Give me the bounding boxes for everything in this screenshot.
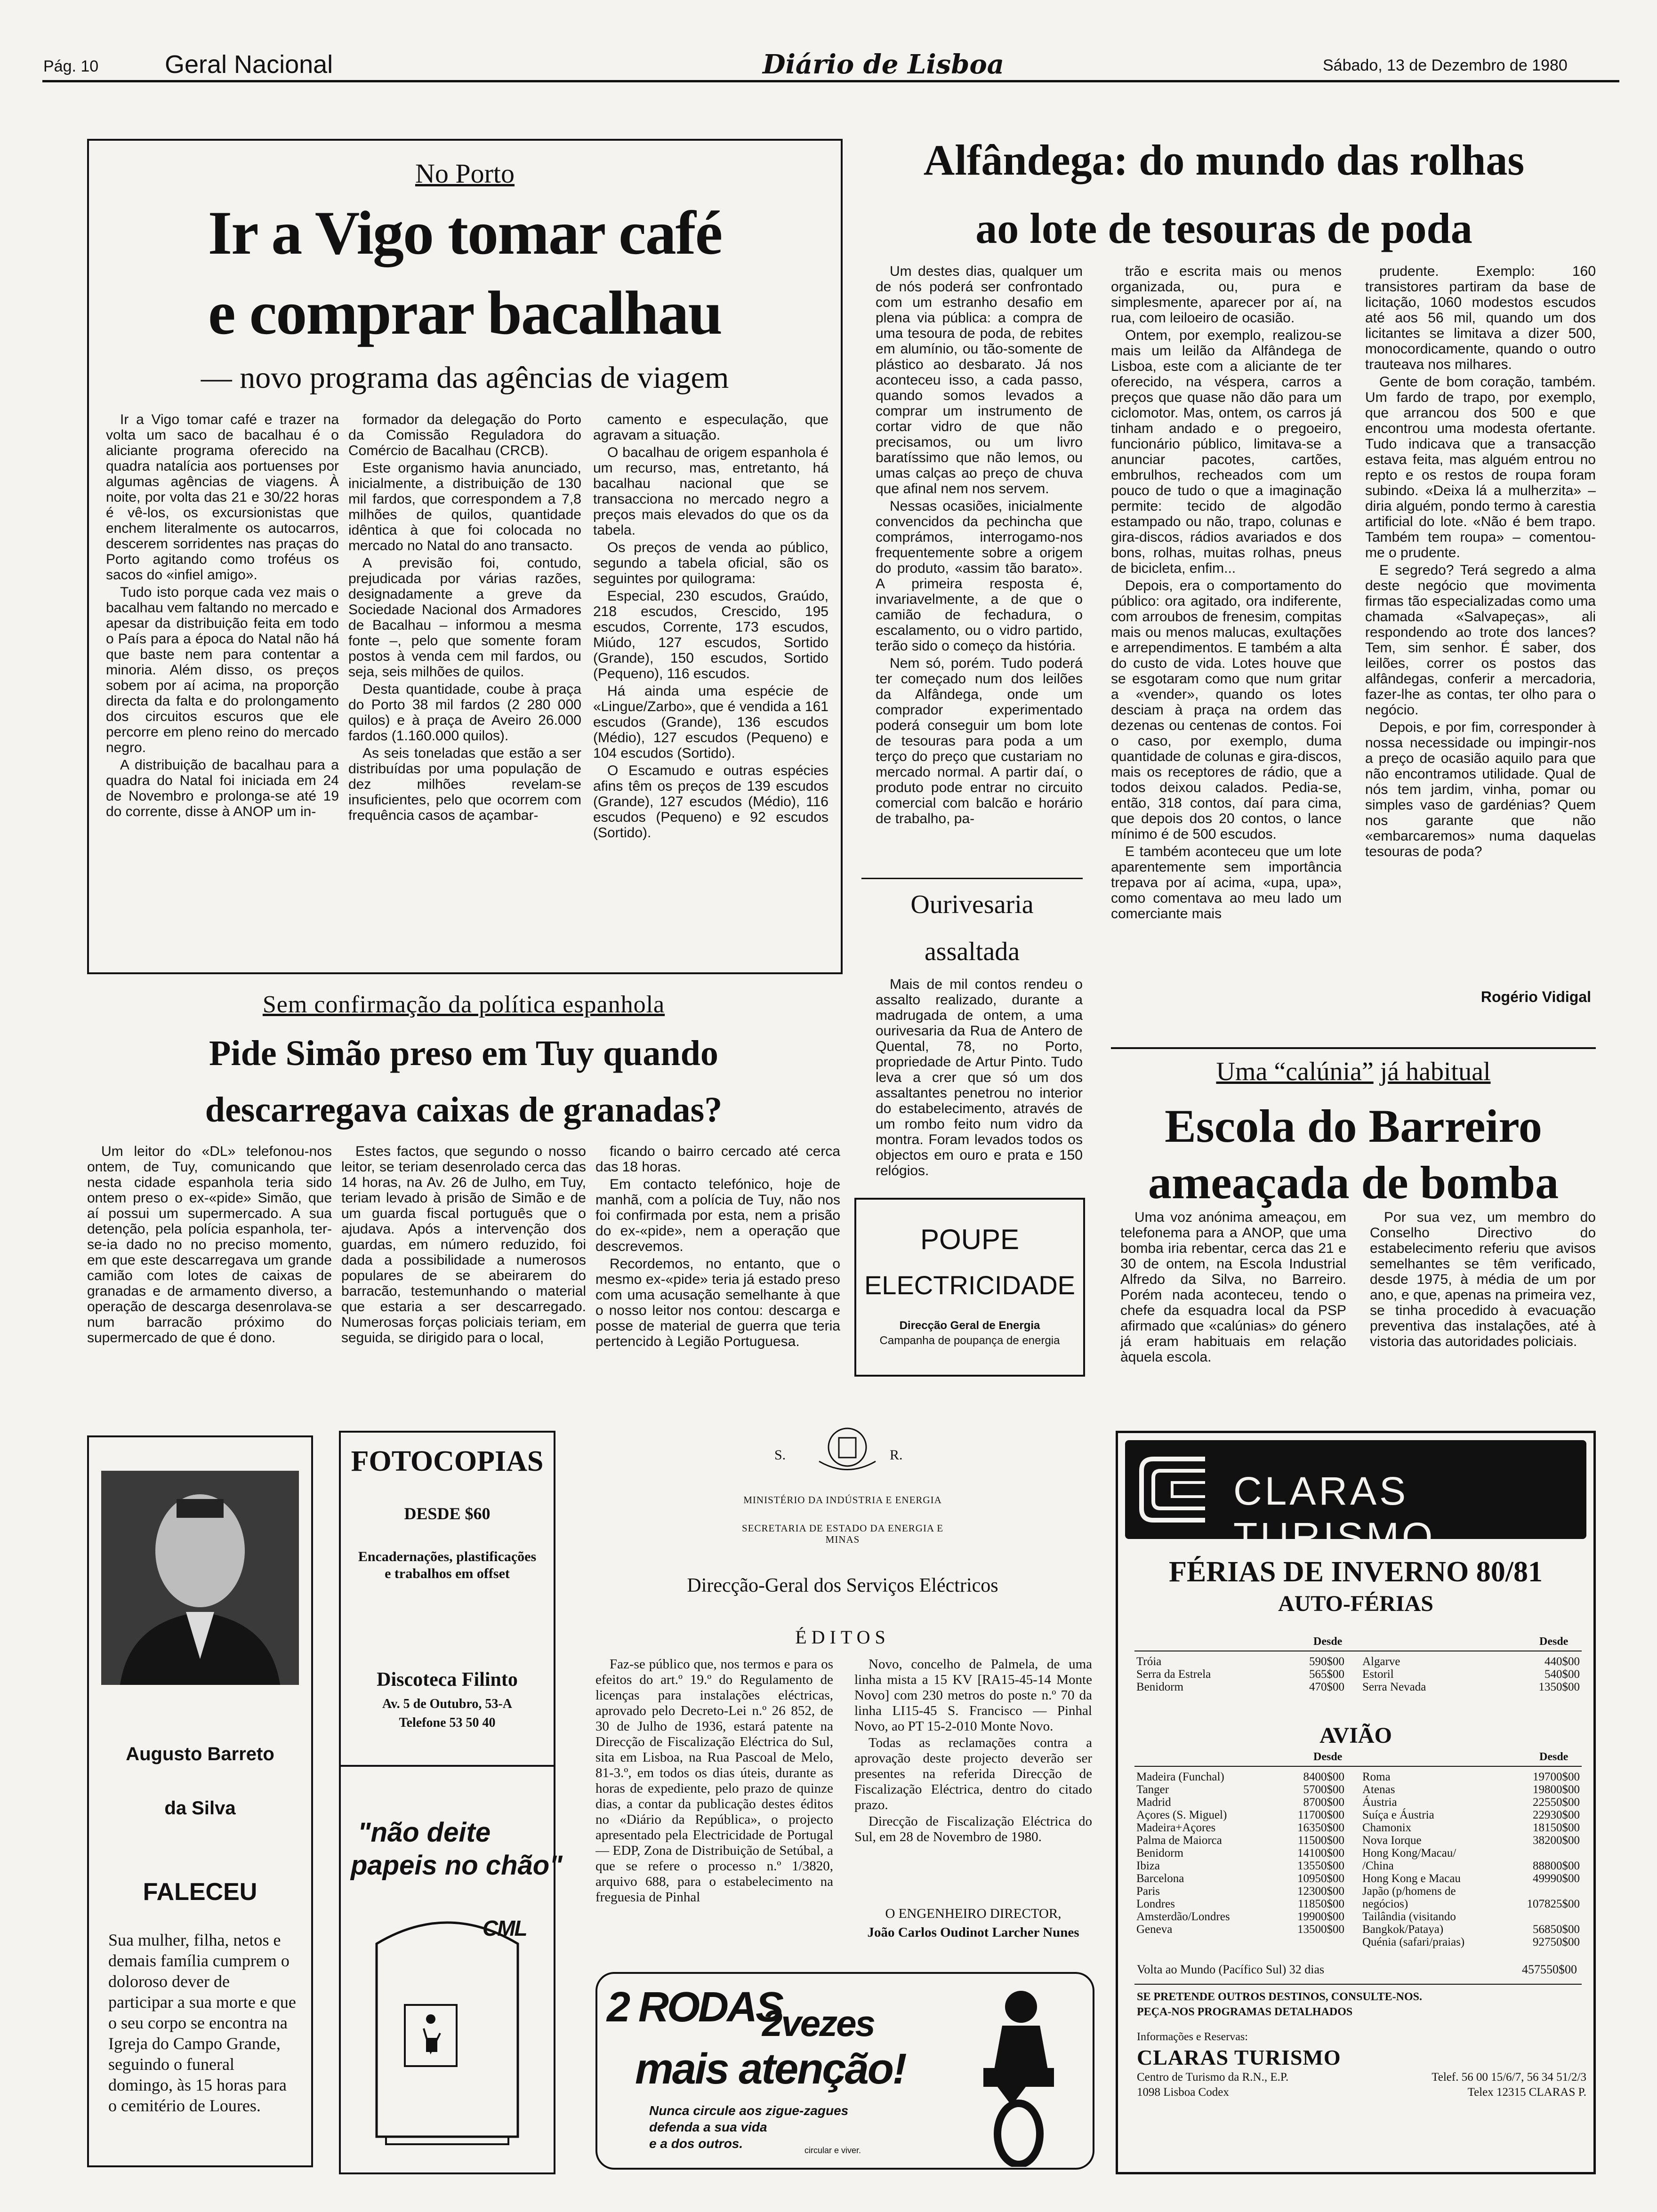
- paragraph: Este organismo havia anunciado, inicialmente, a distribuição de 130 mil fardos, que correspondem a 7,8 milhões de quilos, quantidade idêntica à que foi colocada no mercado no Natal do ano transacto.: [348, 460, 581, 553]
- destination: /China: [1362, 1859, 1394, 1872]
- destination: Tróia: [1136, 1655, 1162, 1668]
- table-row: [1134, 1771, 1346, 1783]
- barreiro-kicker: [1111, 1057, 1596, 1087]
- destination: Geneva: [1136, 1923, 1173, 1936]
- pide-column-3: [595, 1144, 840, 1407]
- rodas-logo: circular e viver.: [804, 2146, 861, 2155]
- section-name: Geral Nacional: [165, 50, 333, 79]
- paragraph: E também aconteceu que um lote aparentemente sem importância trepava por aí acima, «upa, upa», como comentava ao meu lado um comerciante mais: [1111, 844, 1342, 922]
- paragraph: prudente. Exemplo: 160 transistores partiram da base de licitação, 1060 modestos escudos até aos 56 mil, quando um dos licitantes se limitava a dizer 500, monocordicamente, quando o outro trauteava nos milhares.: [1365, 264, 1596, 372]
- paragraph: Faz-se público que, nos termos e para os efeitos do art.º 19.º do Regulamento de licenças para instalações eléctricas, aprovado pelo Decreto-Lei n.º 26 852, de 30 de Julho de 1936, estará patente na Direcção de Fiscalização Eléctrica do Sul, sita em Lisboa, na Rua Pascoal de Melo, 81-3.º, em todos os dias úteis, durante as horas de expediente, pelo prazo de quinze dias, a contar da publicação destes éditos no «Diário da República», o projecto apresentado pela Electricidade de Portugal — EDP, Zona de Distribuição de Setúbal, a que se refere o processo n.º 1/3820, arquivo 688, para o estabelecimento na freguesia de Pinhal: [595, 1657, 833, 1905]
- table-row: [1134, 1923, 1346, 1936]
- cml-logo: CML: [483, 1916, 527, 1940]
- paragraph: Há ainda uma espécie de «Lingue/Zarbo», que é vendida a 161 escudos (Grande), 136 escudos (Médio), 127 escudos (Pequeno) e 104 escudos (Sortido).: [593, 683, 828, 761]
- price: 440$00: [1544, 1655, 1580, 1668]
- alfandega-headline-line1: Alfândega: do mundo das rolhas: [923, 136, 1525, 184]
- edital-secretaria: SECRETARIA DE ESTADO DA ENERGIA E MINAS: [741, 1523, 944, 1545]
- fotocopias-title: FOTOCOPIAS: [351, 1445, 544, 1477]
- ourivesaria-headline-line2: assaltada: [924, 937, 1020, 966]
- destination: Japão (p/homens de: [1362, 1885, 1456, 1898]
- world-tour-label: Volta ao Mundo (Pacífico Sul) 32 dias: [1137, 1963, 1325, 1976]
- destination: Tailândia (visitando: [1362, 1910, 1456, 1923]
- price: [1504, 1910, 1582, 1923]
- vigo-column-3: [593, 412, 828, 970]
- destination: Tanger: [1136, 1783, 1169, 1796]
- paragraph: Depois, e por fim, corresponder à nossa necessidade ou impingir-nos a preço de ocasião aquilo para que não encontramos utilidade. Qual de nós tem jardim, vinha, pomar ou simples vaso de gardénias? Quem nos garante que não «embarcaremos» numa daquelas tesouras de poda?: [1365, 720, 1596, 859]
- paragraph: Um destes dias, qualquer um de nós poderá ser confrontado com um estranho desafio em plena via pública: a compra de uma tesoura de poda, de rebites em alumínio, ou tão-somente de plástico ao desbarato. Já nos aconteceu isso, a cada passo, quando somos levados a comprar um instrumento de cortar vidro de que não precisamos, ou um livro baratíssimo que não lemos, ou umas calças ao preço de chuva que afinal nem nos servem.: [876, 264, 1083, 497]
- paragraph: E segredo? Terá segredo a alma deste negócio que movimenta firmas tão especializadas como uma chamada «Salvapeças», ali respondendo ao trote dos lances? Tem, sim senhor. É saber, dos leilões, correr os postos das alfândegas, conferir a mercadoria, fazer-lhe as contas, ter olho para o negócio.: [1365, 562, 1596, 718]
- air-right-list: [1360, 1771, 1582, 1948]
- price: 49990$00: [1533, 1872, 1580, 1885]
- table-row: [1134, 1872, 1346, 1885]
- price: 10950$00: [1297, 1872, 1344, 1885]
- alfandega-column-2: [1111, 264, 1342, 1012]
- poupe-line1: POUPE: [920, 1224, 1020, 1255]
- claras-info-label: Informações e Reservas:: [1137, 2031, 1248, 2043]
- price: 92750$00: [1533, 1936, 1580, 1948]
- discoteca-address: Av. 5 de Outubro, 53-A: [382, 1697, 512, 1711]
- auto-left-list: [1134, 1655, 1346, 1693]
- ourivesaria-body: [876, 977, 1083, 1202]
- table-row: [1360, 1885, 1582, 1898]
- rodas-line2: mais atenção!: [635, 2045, 906, 2093]
- auto-right-table: [1360, 1655, 1582, 1693]
- paragraph: O Escamudo e outras espécies afins têm os preços de 139 escudos (Grande), 127 escudos (Médio), 116 escudos (Pequeno) e 92 escudos (Sortido).: [593, 763, 828, 841]
- price: 22550$00: [1533, 1796, 1580, 1809]
- price: 19800$00: [1533, 1783, 1580, 1796]
- price: 38200$00: [1533, 1834, 1580, 1847]
- auto-right-list: [1360, 1655, 1582, 1693]
- edital-column-1: [595, 1657, 833, 1948]
- obituary-name-line2: da Silva: [164, 1798, 236, 1819]
- coat-of-arms: [810, 1421, 885, 1473]
- price: 22930$00: [1533, 1809, 1580, 1821]
- aviao-desde-left: Desde: [1313, 1751, 1343, 1763]
- table-row: [1134, 1783, 1346, 1796]
- paragraph: Recordemos, no entanto, que o mesmo ex-«pide» teria já estado preso com uma acusação semelhante à que o nosso leitor nos contou: descarga e posse de material de guerra que teria pertencido à Legião Portuguesa.: [595, 1256, 840, 1349]
- poupe-line2: ELECTRICIDADE: [864, 1270, 1076, 1300]
- price: 19700$00: [1533, 1771, 1580, 1783]
- claras-logo-text: CLARAS TURISMO: [1233, 1469, 1436, 1559]
- destination: Benidorm: [1136, 1847, 1183, 1859]
- obituary-text: Sua mulher, filha, netos e demais família cumprem o doloroso dever de participar a sua morte e que o seu corpo se encontra na Igreja do Campo Grande, seguindo o funeral domingo, às 15 horas para o cemitério de Loures.: [108, 1931, 296, 2115]
- poupe-line3: Direcção Geral de Energia: [899, 1319, 1040, 1332]
- claras-telex: Telex 12315 CLARAS P.: [1467, 2086, 1586, 2099]
- vigo-column-2: [348, 412, 581, 970]
- world-tour-price: 457550$00: [1522, 1963, 1577, 1976]
- price: 13550$00: [1297, 1859, 1344, 1872]
- aviao-desde-right: Desde: [1539, 1751, 1569, 1763]
- pide-kicker: Sem confirmação da política espanhola: [262, 991, 665, 1018]
- price: 8700$00: [1303, 1796, 1344, 1809]
- destination: Açores (S. Miguel): [1136, 1809, 1227, 1821]
- destination: Hong Kong/Macau/: [1362, 1847, 1456, 1859]
- fotocopias-price: DESDE $60: [404, 1504, 491, 1523]
- air-left-list: [1134, 1771, 1346, 1936]
- table-row: [1360, 1834, 1582, 1847]
- price: 1350$00: [1538, 1681, 1580, 1693]
- table-row: [1134, 1809, 1346, 1821]
- destination: Chamonix: [1362, 1821, 1412, 1834]
- price: 11850$00: [1297, 1898, 1344, 1910]
- newspaper-logo: Diário de Lisboa: [763, 49, 1004, 80]
- destination: Ibiza: [1136, 1859, 1160, 1872]
- claras-subtitle: AUTO-FÉRIAS: [1278, 1591, 1433, 1616]
- table-row: [1134, 1910, 1346, 1923]
- destination: Bangkok/Pataya): [1362, 1923, 1444, 1936]
- destination: Suíça e Áustria: [1362, 1809, 1434, 1821]
- price: 11700$00: [1297, 1809, 1344, 1821]
- table-row: [1134, 1834, 1346, 1847]
- discoteca-phone: Telefone 53 50 40: [399, 1715, 496, 1730]
- destination: Londres: [1136, 1898, 1175, 1910]
- paragraph: Depois, era o comportamento do público: ora agitado, ora indiferente, com arroubos de frenesim, compitas mais ou menos malucas, exultações e arrependimentos. E também a alta do custo de vida. Lotes houve que se esgotaram como que num gritar a «vender», quando os lotes desciam à praça na ordem das dezenas ou centenas de contos. Foi o caso, por exemplo, duma quantidade de colunas e gira-discos, mais os receptores de rádio, que a todos deixou calados. Pedia-se, então, 318 contos, daí para cima, que depois dos 20 contos, o lance mínimo é de 500 escudos.: [1111, 578, 1342, 842]
- claras-company: CLARAS TURISMO: [1137, 2045, 1341, 2069]
- barreiro-headline-line2: ameaçada de bomba: [1148, 1156, 1559, 1209]
- table-row: [1134, 1668, 1346, 1681]
- paragraph: Em contacto telefónico, hoje de manhã, com a polícia de Tuy, não nos foi confirmada por esta, nem a prisão do ex-«pide», nem a operação que descrevemos.: [595, 1177, 840, 1254]
- price: 12300$00: [1297, 1885, 1344, 1898]
- price: 19900$00: [1297, 1910, 1344, 1923]
- page-date: Sábado, 13 de Dezembro de 1980: [1323, 56, 1568, 74]
- edital-signer-name: João Carlos Oudinot Larcher Nunes: [867, 1925, 1079, 1940]
- destination: Estoril: [1362, 1668, 1394, 1681]
- aviao-rule: [1134, 1766, 1582, 1767]
- edital-signer-title: O ENGENHEIRO DIRECTOR,: [885, 1906, 1062, 1921]
- destination: Madrid: [1136, 1796, 1171, 1809]
- ourivesaria-top-rule: [861, 878, 1083, 879]
- price: 590$00: [1309, 1655, 1344, 1668]
- fotocopias-divider: [339, 1765, 555, 1767]
- paragraph: Todas as reclamações contra a aprovação deste projecto deverão ser presentes na referida Direcção de Fiscalização Eléctrica, dentro do citado prazo.: [854, 1735, 1092, 1812]
- destination: Quénia (safari/praias): [1362, 1936, 1465, 1948]
- price: 11500$00: [1297, 1834, 1344, 1847]
- edital-directorate: Direcção-Geral dos Serviços Eléctricos: [687, 1575, 998, 1596]
- claras-address-1: Centro de Turismo da R.N., E.P.: [1137, 2071, 1289, 2084]
- destination: Roma: [1362, 1771, 1391, 1783]
- price: 14100$00: [1297, 1847, 1344, 1859]
- claras-address-2: 1098 Lisboa Codex: [1137, 2086, 1229, 2099]
- table-row: [1134, 1655, 1346, 1668]
- pide-column-1: [87, 1144, 332, 1407]
- barreiro-column-2: [1370, 1210, 1596, 1407]
- paragraph: As seis toneladas que estão a ser distribuídas por uma população de dez milhões revelam-se insuficientes, pelo que ocorrem com frequência casos de açambar-: [348, 745, 581, 823]
- discoteca-name: Discoteca Filinto: [377, 1669, 518, 1691]
- barreiro-top-rule: [1111, 1047, 1596, 1049]
- paragraph: Especial, 230 escudos, Graúdo, 218 escudos, Crescido, 195 escudos, Corrente, 173 escudos, Miúdo, 127 escudos, Sortido (Grande), 150 escudos, Sortido (Pequeno), 116 escudos.: [593, 588, 828, 681]
- price: 5700$00: [1303, 1783, 1344, 1796]
- air-left-table: [1134, 1771, 1346, 1936]
- aviao-heading: AVIÃO: [1319, 1723, 1392, 1748]
- table-row: [1360, 1872, 1582, 1885]
- paragraph: Os preços de venda ao público, segundo a tabela oficial, são os seguintes por quilograma:: [593, 540, 828, 586]
- slogan-line2: papeis no chão": [351, 1850, 563, 1881]
- table-row: [1360, 1821, 1582, 1834]
- paragraph: trão e escrita mais ou menos organizada, ou, pura e simplesmente, aparecer por aí, na rua, com leiloeiro de ocasião.: [1111, 264, 1342, 326]
- table-row: [1360, 1847, 1582, 1859]
- table-row: [1360, 1771, 1582, 1783]
- paragraph: Nessas ocasiões, inicialmente convencidos da pechincha que comprámos, interrogamo-nos frequentemente sobre a origem do produto, «assim tão barato». A primeira resposta é, invariavelmente, a de que o camião de fechadura, o escalamento, ou o vidro partido, terão sido o começo da história.: [876, 498, 1083, 654]
- portrait-photo-icon: [101, 1471, 299, 1685]
- claras-programs: PEÇA-NOS PROGRAMAS DETALHADOS: [1137, 2006, 1353, 2018]
- page-number: Pág. 10: [43, 57, 99, 75]
- rodas-line4: defenda a sua vida: [649, 2120, 767, 2134]
- alfandega-headline-line2: ao lote de tesouras de poda: [975, 204, 1472, 252]
- slogan-line1: "não deite: [358, 1817, 491, 1848]
- pide-column-2: [341, 1144, 586, 1407]
- table-row: [1134, 1681, 1346, 1693]
- paragraph: Desta quantidade, coube à praça do Porto 38 mil fardos (2 280 000 quilos) e à praça de Aveiro 26.000 fardos (1.160.000 quilos).: [348, 681, 581, 744]
- price: 470$00: [1309, 1681, 1344, 1693]
- rodas-line1b: 2vezes: [762, 2003, 874, 2044]
- ourivesaria-headline-line1: Ourivesaria: [910, 890, 1034, 919]
- paragraph: Tudo isto porque cada vez mais o bacalhau vem faltando no mercado e apesar da distribuição feita em todo o País para a época do Natal não há que baste nem para contentar a minoria. Além disso, os preços sobem por aí acima, na proporção directa da falta e do prolongamento dos circuitos escuros que ele percorre em pleno reino do mercado negro.: [106, 585, 339, 755]
- alfandega-byline: Rogério Vidigal: [1480, 988, 1591, 1005]
- vigo-kicker: No Porto: [415, 158, 515, 189]
- paragraph: A previsão foi, contudo, prejudicada por várias razões, designadamente a greve da Sociedade Nacional dos Armadores de Bacalhau – informou a mesma fonte –, pelo que somente foram postos à venda cem mil fardos, ou seja, seis milhões de quilos.: [348, 555, 581, 680]
- table-row: [1360, 1898, 1582, 1910]
- destination: Benidorm: [1136, 1681, 1183, 1693]
- destination: Serra da Estrela: [1136, 1668, 1211, 1681]
- paragraph: Direcção de Fiscalização Eléctrica do Sul, em 28 de Novembro de 1980.: [854, 1814, 1092, 1844]
- auto-left-table: [1134, 1655, 1346, 1693]
- edital-ministry: MINISTÉRIO DA INDÚSTRIA E ENERGIA: [743, 1494, 942, 1506]
- edital-sr-right: R.: [890, 1447, 903, 1463]
- paragraph: Gente de bom coração, também. Um fardo de trapo, por exemplo, que arrancou dos 500 e que encontrou uma modesta ofertante. Tudo indicava que a transacção estava feita, mas alguém entrou no repto e os restos de roupa foram subindo. «Deixa lá a mulherzita» – diria alguém, pondo termo à carestia artificial do lote. «Não é bem trapo. Também tem roupa» – comentou-me o prudente.: [1365, 374, 1596, 561]
- claras-title: FÉRIAS DE INVERNO 80/81: [1168, 1556, 1543, 1588]
- poupe-electricidade-ad: [854, 1198, 1085, 1377]
- table-row: [1360, 1936, 1582, 1948]
- paragraph: O bacalhau de origem espanhola é um recurso, mas, entretanto, há bacalhau nacional que se transacciona no mercado negro a preços mais elevados do que os da tabela.: [593, 445, 828, 538]
- table-row: [1360, 1796, 1582, 1809]
- destination: Hong Kong e Macau: [1362, 1872, 1461, 1885]
- price: 13500$00: [1297, 1923, 1344, 1936]
- claras-logo-icon: [1134, 1450, 1219, 1530]
- table-row: [1360, 1783, 1582, 1796]
- price: 540$00: [1544, 1668, 1580, 1681]
- alfandega-column-3: [1365, 264, 1596, 970]
- barreiro-column-1: [1120, 1210, 1346, 1407]
- claras-other-destinations: SE PRETENDE OUTROS DESTINOS, CONSULTE-NOS.: [1137, 1991, 1422, 2003]
- claras-rule: [1134, 1984, 1582, 1985]
- paragraph: ficando o bairro cercado até cerca das 18 horas.: [595, 1144, 840, 1175]
- price: 8400$00: [1303, 1771, 1344, 1783]
- edital-heading: ÉDITOS: [795, 1627, 890, 1648]
- paragraph: Nem só, porém. Tudo poderá ter começado num dos leilões da Alfândega, onde um comprador experimentado poderá conseguir um bom lote de tesouras para poda a um terço do preço que custariam no mercado normal. A partir daí, o produto pode entrar no circuito comercial com balcão e horário de trabalho, pa-: [876, 656, 1083, 826]
- pide-headline-line1: Pide Simão preso em Tuy quando: [209, 1034, 718, 1073]
- paragraph: Um leitor do «DL» telefonou-nos ontem, de Tuy, comunicando que nesta cidade espanhola teria sido ontem preso o ex-«pide» Simão, que aí possui um supermercado. A sua detenção, pela polícia espanhola, ter-se-ia dado no no preciso momento, em que este descarregava um grande camião com lotes de caixas de granadas e de armamento diverso, a operação de descarga desenrolava-se num barracão próximo do supermercado de que é dono.: [87, 1144, 332, 1346]
- rodas-ad: [595, 1972, 1094, 2170]
- destination: Atenas: [1362, 1783, 1395, 1796]
- destination: Algarve: [1362, 1655, 1400, 1668]
- pide-headline-line2: descarregava caixas de granadas?: [205, 1090, 723, 1130]
- paragraph: Novo, concelho de Palmela, de uma linha mista a 15 KV [RA15-45-14 Monte Novo] com 230 metros do poste n.º 70 da linha LI15-45 S. Francisco — Pinhal Novo, ao PT 15-2-010 Monte Novo.: [854, 1657, 1092, 1734]
- destination: Madeira+Açores: [1136, 1821, 1216, 1834]
- destination: Palma de Maiorca: [1136, 1834, 1222, 1847]
- rodas-line3: Nunca circule aos zigue-zagues: [649, 2103, 849, 2118]
- alfandega-column-1: [876, 264, 1083, 859]
- table-row: [1134, 1859, 1346, 1872]
- vigo-column-1: [106, 412, 339, 970]
- claras-telephone: Telef. 56 00 15/6/7, 56 34 51/2/3: [1432, 2071, 1586, 2084]
- destination: Paris: [1136, 1885, 1160, 1898]
- table-row: [1360, 1809, 1582, 1821]
- table-row: [1360, 1859, 1582, 1872]
- price: [1504, 1885, 1582, 1898]
- paragraph: Estes factos, que segundo o nosso leitor, se teriam desenrolado cerca das 14 horas, na Av. 26 de Julho, em Tuy, teriam levado à prisão de Simão e de um guarda fiscal português que o ajudava. Após a intervenção dos guardas, em número reduzido, foi dada a possibilidade a numerosos populares de se abeirarem do barracão, testemunhando o material que estaria a ser descarregado. Numerosas forças policiais teriam, em seguida, se dirigido para o local,: [341, 1144, 586, 1346]
- paragraph: A distribuição de bacalhau para a quadra do Natal foi iniciada em 24 de Novembro e prolonga-se até 19 do corrente, disse à ANOP um in-: [106, 757, 339, 819]
- masthead-rule: [42, 80, 1619, 82]
- table-row: [1360, 1655, 1582, 1668]
- destination: Amsterdão/Londres: [1136, 1910, 1230, 1923]
- fotocopias-services: Encadernações, plastificações e trabalhos em offset: [358, 1549, 537, 1581]
- air-right-table: [1360, 1771, 1582, 1948]
- table-row: [1134, 1821, 1346, 1834]
- coat-of-arms-icon: [810, 1421, 885, 1473]
- rodas-line1a: 2 RODAS: [607, 1984, 782, 2031]
- poupe-line4: Campanha de poupança de energia: [879, 1334, 1060, 1347]
- claras-logo-banner: [1125, 1440, 1586, 1559]
- obituary-name-line1: Augusto Barreto: [126, 1744, 274, 1764]
- obituary-photo: [101, 1471, 299, 1685]
- paragraph: Por sua vez, um membro do Conselho Directivo do estabelecimento referiu que avisos semelhantes se têm verificado, desde 1975, à média de um por ano, e que, apenas na primeira vez, se tinha procedido à evacuação preventiva das instalações, até à vistoria das autoridades policiais.: [1370, 1210, 1596, 1349]
- vigo-headline-line1: Ir a Vigo tomar café: [208, 198, 722, 267]
- price: 88800$00: [1533, 1859, 1580, 1872]
- price: 56850$00: [1533, 1923, 1580, 1936]
- table-row: [1360, 1910, 1582, 1923]
- paragraph: Ontem, por exemplo, realizou-se mais um leilão da Alfândega de Lisboa, este com a aliciante de ter oferecido, na véspera, carros a preços que quase não dão para um ciclomotor. Mas, ontem, os carros já tinham andado e o pregoeiro, funcionário público, limitava-se a anunciar pacotes, cartões, embrulhos, recheados com um pouco de tudo o que a imaginação permite: tecido de algodão estampado ou não, trapo, colunas e gira-discos, rádios avariados e dos bons, rolhas, muitas rolhas, pneus de bicicleta, enfim...: [1111, 328, 1342, 576]
- price: 16350$00: [1297, 1821, 1344, 1834]
- obituary-status: FALECEU: [143, 1878, 257, 1906]
- paragraph: Uma voz anónima ameaçou, em telefonema para a ANOP, que uma bomba iria rebentar, cerca das 21 e 30 de ontem, na Escola Industrial Alfredo da Silva, no Barreiro. Porém nada aconteceu, tendo o chefe da esquadra local da PSP afirmado que «calúnias» do género já eram habituais em relação àquela escola.: [1120, 1210, 1346, 1365]
- auto-desde-right: Desde: [1539, 1635, 1569, 1648]
- price: [1504, 1847, 1582, 1859]
- barreiro-kicker-part2: já habitual: [1380, 1057, 1491, 1086]
- table-row: [1360, 1681, 1582, 1693]
- destination: Serra Nevada: [1362, 1681, 1426, 1693]
- auto-desde-left: Desde: [1313, 1635, 1343, 1648]
- paragraph: Ir a Vigo tomar café e trazer na volta um saco de bacalhau é o aliciante programa oferecido na quadra natalícia aos portuenses por algumas agências de viagens. À noite, por volta das 21 e 30/22 horas é vê-los, os excursionistas que enchem literalmente os autocarros, descerem sorridentes nas praças do Porto agitando como troféus os sacos do «infiel amigo».: [106, 412, 339, 583]
- table-row: [1134, 1796, 1346, 1809]
- table-row: [1134, 1885, 1346, 1898]
- price: 565$00: [1309, 1668, 1344, 1681]
- destination: Barcelona: [1136, 1872, 1184, 1885]
- vigo-subtitle: — novo programa das agências de viagem: [201, 361, 729, 395]
- destination: Nova Iorque: [1362, 1834, 1422, 1847]
- motorcyclist-icon: [950, 1983, 1087, 2167]
- vigo-headline-line2: e comprar bacalhau: [208, 278, 722, 347]
- table-row: [1134, 1847, 1346, 1859]
- table-row: [1360, 1923, 1582, 1936]
- destination: negócios): [1362, 1898, 1408, 1910]
- edital-sr-left: S.: [774, 1447, 786, 1463]
- paragraph: camento e especulação, que agravam a situação.: [593, 412, 828, 443]
- destination: Áustria: [1362, 1796, 1397, 1809]
- destination: Madeira (Funchal): [1136, 1771, 1224, 1783]
- paragraph: formador da delegação do Porto da Comissão Reguladora do Comércio de Bacalhau (CRCB).: [348, 412, 581, 458]
- barreiro-kicker-part1: Uma “calúnia”: [1216, 1057, 1374, 1086]
- price: 18150$00: [1533, 1821, 1580, 1834]
- table-row: [1134, 1898, 1346, 1910]
- price: 107825$00: [1527, 1898, 1580, 1910]
- rodas-line5: e a dos outros.: [649, 2136, 743, 2151]
- table-row: [1360, 1668, 1582, 1681]
- barreiro-headline-line1: Escola do Barreiro: [1165, 1100, 1542, 1152]
- paragraph: Mais de mil contos rendeu o assalto realizado, durante a madrugada de ontem, a uma ourivesaria da Rua de Antero de Quental, 78, no Porto, propriedade de Artur Pinto. Tudo leva a crer que só um dos assaltantes penetrou no interior do estabelecimento, através de um rombo feito num vidro da montra. Foram levados todos os objectos em ouro e prata e 150 relógios.: [876, 977, 1083, 1178]
- edital-column-2: [854, 1657, 1092, 1892]
